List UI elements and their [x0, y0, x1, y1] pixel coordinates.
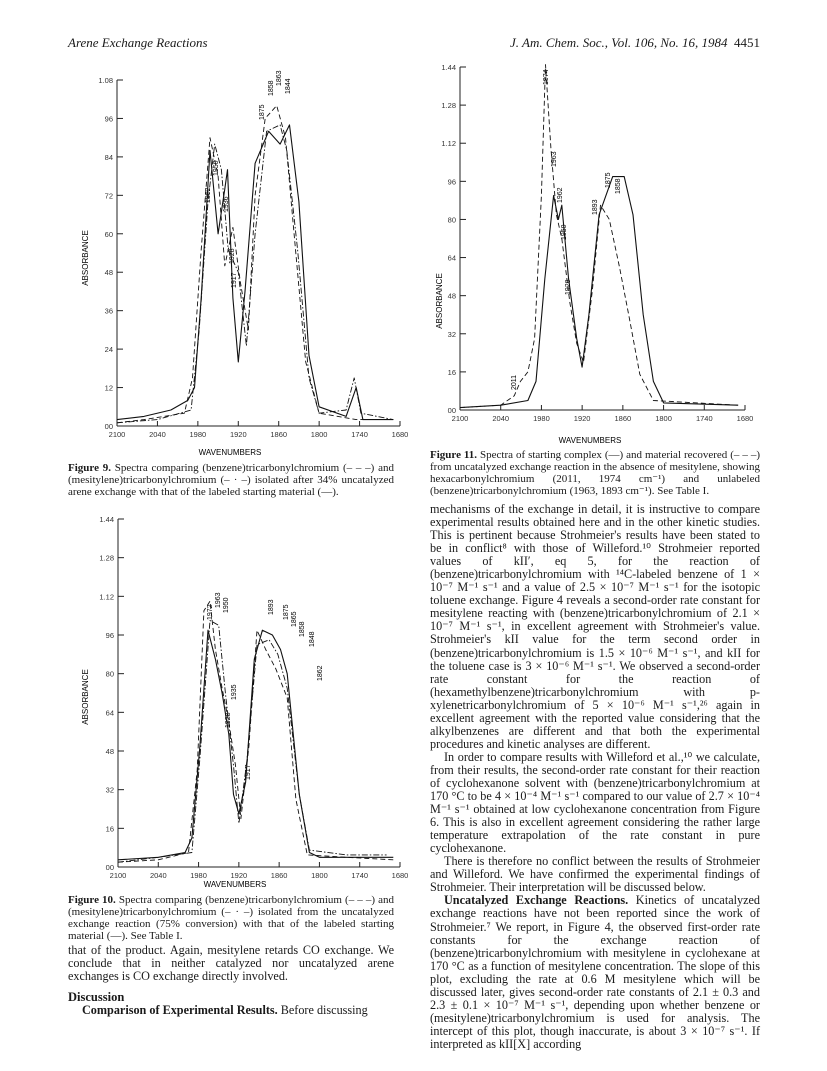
x-tick-label: 2100: [108, 430, 126, 439]
peak-label: 1928: [229, 248, 236, 264]
peak-label: 1935: [231, 684, 238, 700]
y-tick-label: 1.28: [99, 553, 114, 563]
y-tick-label: 48: [105, 747, 114, 756]
x-tick-label: 2040: [149, 871, 167, 880]
journal-citation: J. Am. Chem. Soc., Vol. 106, No. 16, 1984: [510, 35, 728, 50]
peak-label: 1863: [276, 70, 283, 86]
y-tick-label: 32: [105, 785, 114, 795]
y-tick-label: 00: [105, 863, 114, 872]
x-tick-label: 1680: [391, 871, 409, 880]
x-tick-label: 1800: [311, 871, 328, 880]
peak-label: 1875: [605, 172, 612, 188]
spectrum-solid-line: [460, 177, 738, 408]
peak-label: 1936: [223, 196, 230, 212]
paragraph: that of the product. Again, mesitylene retards CO exchange. We conclude that in neither catalyzed nor uncatalyzed arene exchanges is CO exchange directly involved.: [68, 943, 394, 984]
peak-labels: [511, 69, 622, 390]
x-tick-label: 1860: [614, 414, 632, 423]
y-tick-label: 1.44: [441, 63, 456, 72]
x-tick-label: 1980: [190, 871, 207, 880]
y-tick-label: 48: [104, 268, 113, 278]
y-tick-label: 32: [447, 329, 456, 339]
caption-text: Spectra comparing (benzene)tricarbonylchromium (– – –) and (mesitylene)tricarbonylchromium (– · –) isolated after 34% uncatalyzed arene exchange with that of the labeled starting material (—).: [68, 462, 395, 498]
peak-label: 1893: [268, 599, 275, 615]
y-tick-label: 16: [447, 367, 456, 377]
y-axis-label: ABSORBANCE: [81, 230, 90, 286]
figure-9-plot: [60, 66, 409, 458]
paragraph: mechanisms of the exchange in detail, it is instructive to compare experimental results obtained here and in the other kinetic studies. This is pertinent because Strohmeier's results have been stated to be in conflict⁸ with those of Willeford.¹⁰ Strohmeier reported values of kII′, eq 5, for the reaction of (benzene)tricarbonylchromium with ¹⁴C-labeled benzene of 1 × 10⁻⁷ M⁻¹ s⁻¹ and a value of 2.5 × 10⁻⁷ M⁻¹ s⁻¹ for the isotopic toluene exchange. Figure 4 reveals a second-order rate constant for mesitylene reacting with (benzene)tricarbonylchromium of 2.1 × 10⁻⁷ M⁻¹ s⁻¹, in excellent agreement with Strohmeier's value. Strohmeier's kII value for the term second order in (benzene)tricarbonylchromium is 1.5 × 10⁻⁶ M⁻¹ s⁻¹, and kII for the toluene case is 3 × 10⁻⁶ M⁻¹ s⁻¹. We observed a second-order rate constant for the reaction of (hexamethylbenzene)tricarbonylchromium with p-xylenetricarbonylchromium of 5 × 10⁻⁶ M⁻¹ s⁻¹,²⁶ again in excellent agreement with the reported value considering that the alkylbenzenes are different and that both the experimental procedures and kinetic analyses are different.: [430, 502, 760, 751]
running-head-right: [495, 35, 760, 51]
caption-text: Spectra of starting complex (—) and material recovered (– – –) from uncatalyzed exchange reaction in the absence of mesitylene, showing hexacarbonylchromium (2011, 1974 cm⁻¹) and unlabeled (benzene)tricarbonylchromium (1963, 1893 cm⁻¹). See Table I.: [430, 449, 760, 497]
peak-label: 1963: [215, 592, 222, 608]
peak-label: 1875: [283, 604, 290, 620]
x-tick-label: 1860: [270, 430, 288, 439]
plot-frame: [441, 63, 753, 423]
y-tick-label: 80: [447, 215, 456, 225]
y-tick-label: 12: [104, 383, 113, 393]
x-tick-label: 1740: [695, 414, 713, 423]
figure-9: [60, 66, 409, 458]
runin-text: Before discussing: [280, 1003, 368, 1018]
spectrum-solid-line: [117, 125, 393, 420]
y-tick-label: 60: [104, 229, 113, 239]
x-tick-label: 1920: [230, 871, 248, 880]
x-tick-label: 1860: [270, 871, 288, 880]
peak-label: 1844: [285, 78, 292, 94]
peak-label: 1865: [291, 611, 298, 627]
peak-label: 1858: [615, 178, 622, 194]
peak-label: 1963: [551, 151, 558, 167]
x-tick-label: 1920: [229, 430, 247, 439]
y-tick-label: 00: [104, 422, 113, 431]
figure-10: [60, 505, 409, 895]
peak-label: 1862: [317, 665, 324, 681]
y-tick-label: 48: [447, 291, 456, 301]
caption-label: Figure 11.: [430, 449, 478, 461]
spectrum-dashed-line: [460, 65, 738, 408]
running-head-left: Arene Exchange Reactions: [68, 35, 208, 50]
x-tick-label: 1740: [351, 430, 368, 439]
y-tick-label: 36: [104, 306, 113, 316]
y-tick-label: 24: [104, 345, 113, 355]
y-tick-label: 80: [105, 669, 114, 679]
peak-label: 1928: [565, 279, 572, 295]
x-axis-label: WAVENUMBERS: [203, 880, 267, 889]
figure-9-caption: [68, 462, 394, 498]
peak-label: 1917: [245, 764, 252, 780]
peak-label: 1893: [592, 199, 599, 215]
x-tick-label: 2100: [451, 414, 469, 423]
peak-label: 1950: [223, 597, 230, 613]
peak-label: 1972: [207, 604, 214, 620]
peak-label: 1928: [225, 712, 232, 728]
paragraph: [430, 894, 760, 1051]
figure-11-caption: [430, 449, 760, 497]
peak-label: 1962: [205, 187, 212, 203]
figure-11-plot: [420, 55, 760, 447]
y-tick-label: 1.08: [98, 76, 113, 85]
paragraph: There is therefore no conflict between the results of Strohmeier and Willeford. We have confirmed the experimental findings of Strohmeier. Their interpretation will be discussed below.: [430, 854, 760, 895]
peak-label: 1974: [543, 69, 550, 85]
x-tick-label: 1680: [391, 430, 409, 439]
x-axis-label: WAVENUMBERS: [558, 436, 622, 445]
x-tick-label: 1800: [310, 430, 328, 439]
y-tick-label: 96: [447, 177, 456, 187]
runin-text: Kinetics of uncatalyzed exchange reactions have not been reported since the work of Strohmeier.⁷ We report, in Figure 4, the observed first-order rate constants for the exchange reaction of (benzene)tricarbonylchromium with mesitylene in cyclohexane at 170 °C as a function of mesitylene concentration. The slope of this plot, excluding the rate at 0.6 M mesitylene which will be discussed later, gives second-order rate constants of 2.1 ± 0.3 and 2.3 ± 0.1 × 10⁻⁷ M⁻¹ s⁻¹, depending upon whether benzene or (mesitylene)tricarbonylchromium is used for analysis. The intercept of this plot, though inaccurate, is about 3 × 10⁻⁷ s⁻¹. If interpreted as kII[X] according: [430, 893, 761, 1051]
peak-label: 1875: [259, 104, 266, 120]
y-tick-label: 16: [105, 824, 114, 834]
page-number: 4451: [734, 35, 760, 50]
spectrum-dashed-line: [117, 106, 393, 423]
caption-text: Spectra comparing (benzene)tricarbonylchromium (– – –) and (mesitylene)tricarbonylchromium (– · –) isolated from the uncatalyzed exchange reaction (75% conversion) with that of the labeled starting material (—). See Table I.: [68, 894, 395, 942]
caption-label: Figure 10.: [68, 894, 116, 906]
y-tick-label: 1.12: [99, 592, 114, 602]
y-tick-label: 1.12: [441, 139, 456, 149]
right-column-text: [430, 503, 760, 1051]
x-tick-label: 1980: [533, 414, 550, 423]
peak-label: 1950: [213, 160, 220, 176]
runin-heading: Comparison of Experimental Results.: [82, 1003, 278, 1018]
spectrum-dashed-line: [118, 601, 393, 862]
x-tick-label: 1920: [573, 414, 591, 423]
x-tick-label: 1680: [736, 414, 754, 423]
y-axis-label: ABSORBANCE: [435, 273, 444, 329]
x-tick-label: 2100: [109, 871, 127, 880]
spectrum-dashdot-line: [118, 621, 387, 863]
x-axis-label: WAVENUMBERS: [198, 448, 262, 457]
peak-label: 1962: [557, 187, 564, 203]
y-tick-label: 1.28: [441, 101, 456, 111]
peak-label: 1858: [268, 80, 275, 96]
figure-10-plot: [60, 505, 409, 895]
x-tick-label: 1740: [351, 871, 369, 880]
y-tick-label: 64: [105, 708, 114, 718]
peak-label: 1950: [561, 224, 568, 240]
left-column-text: [68, 944, 394, 1017]
y-axis-label: ABSORBANCE: [81, 669, 90, 725]
peak-label: 2011: [511, 374, 518, 390]
y-tick-label: 1.44: [99, 515, 114, 524]
paragraph: [68, 1004, 394, 1017]
peak-label: 1917: [231, 272, 238, 288]
y-tick-label: 64: [447, 253, 456, 263]
peak-label: 1858: [299, 621, 306, 637]
runin-heading: Uncatalyzed Exchange Reactions.: [444, 893, 629, 908]
paragraph: In order to compare results with Willeford et al.,¹⁰ we calculate, from their results, the second-order rate constant for their reaction of cyclohexanone solvent with (benzene)tricarbonylchromium at 170 °C to be 4 × 10⁻⁴ M⁻¹ s⁻¹ compared to our value of 2.7 × 10⁻⁴ M⁻¹ s⁻¹ obtained at low cyclohexanone concentration from Figure 6. This is also in excellent agreement considering the rather large temperature extrapolation of the rate constant in pure cyclohexanone.: [430, 749, 760, 856]
x-tick-label: 1800: [655, 414, 672, 423]
y-tick-label: 72: [104, 191, 113, 201]
y-tick-label: 00: [447, 406, 456, 415]
caption-label: Figure 9.: [68, 462, 111, 474]
x-tick-label: 1980: [189, 430, 207, 439]
x-tick-label: 2040: [492, 414, 510, 423]
x-tick-label: 2040: [149, 430, 166, 439]
figure-11: [420, 55, 760, 447]
plot-frame: [99, 515, 408, 880]
y-tick-label: 84: [104, 152, 113, 162]
peak-labels: [207, 592, 324, 780]
peak-label: 1848: [309, 631, 316, 647]
section-heading: Discussion: [68, 990, 125, 1005]
y-tick-label: 96: [104, 114, 113, 124]
figure-10-caption: [68, 894, 394, 942]
y-tick-label: 96: [105, 631, 114, 640]
